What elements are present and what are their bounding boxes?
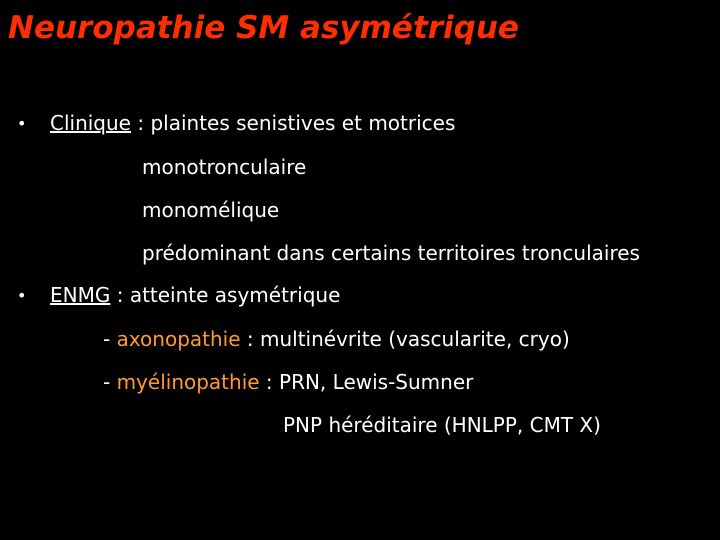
bullet-marker-enmg: • xyxy=(17,286,27,305)
myelinopathie-term: myélinopathie xyxy=(116,370,260,394)
slide-title: Neuropathie SM asymétrique xyxy=(8,10,519,46)
enmg-label: ENMG xyxy=(50,283,111,307)
axonopathie-text: : multinévrite (vascularite, cryo) xyxy=(240,327,570,351)
pnp-hereditaire-line: PNP héréditaire (HNLPP, CMT X) xyxy=(283,413,601,437)
myelinopathie-prefix: - xyxy=(103,370,117,394)
clinique-text: : plaintes senistives et motrices xyxy=(131,111,456,135)
clinique-sub-monotronculaire: monotronculaire xyxy=(142,155,307,179)
axonopathie-line xyxy=(103,327,570,351)
myelinopathie-line xyxy=(103,370,473,394)
clinique-sub-predominant: prédominant dans certains territoires tronculaires xyxy=(142,241,640,265)
axonopathie-prefix: - xyxy=(103,327,117,351)
clinique-line xyxy=(50,111,455,135)
axonopathie-term: axonopathie xyxy=(116,327,241,351)
enmg-line xyxy=(50,283,340,307)
myelinopathie-text: : PRN, Lewis-Sumner xyxy=(259,370,474,394)
clinique-label: Clinique xyxy=(50,111,131,135)
bullet-marker-clinique: • xyxy=(17,114,27,133)
enmg-text: : atteinte asymétrique xyxy=(110,283,341,307)
clinique-sub-monomelique: monomélique xyxy=(142,198,280,222)
